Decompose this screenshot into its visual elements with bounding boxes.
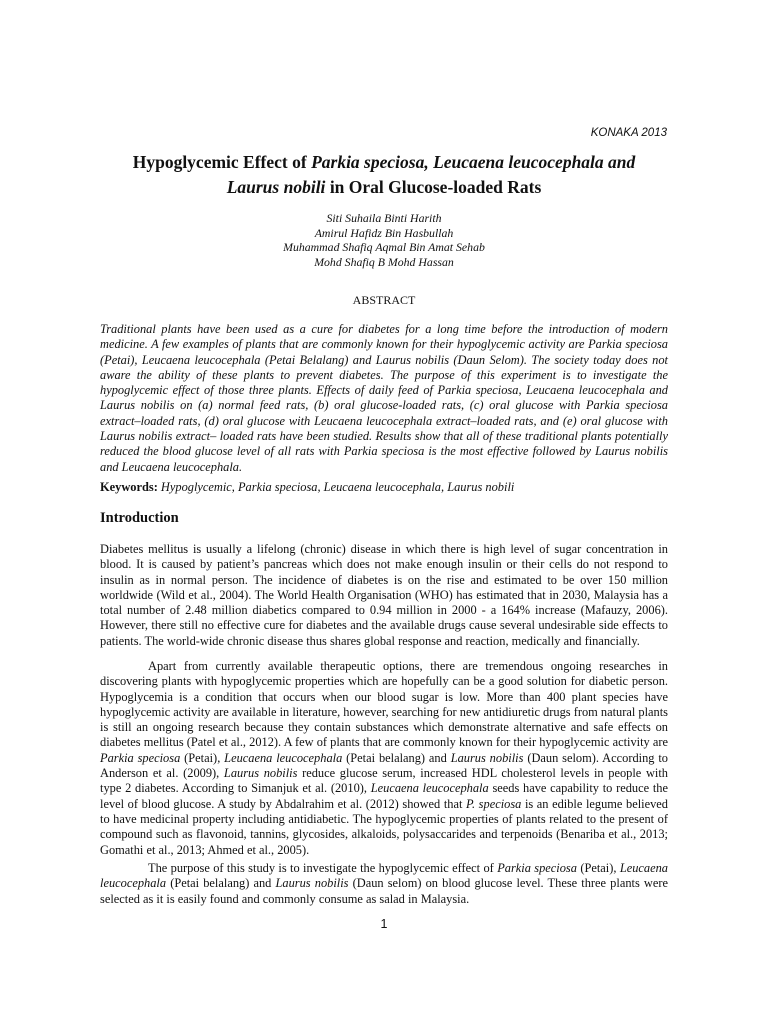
text-segment: (Petai belalang) and (166, 876, 276, 891)
abstract-text (100, 322, 668, 475)
author: Siti Suhaila Binti Harith (326, 211, 442, 225)
paragraph (100, 659, 668, 858)
italic-text-segment: P. speciosa (466, 796, 522, 811)
author-list (100, 211, 668, 270)
text-segment: reduce glucose serum, increased HDL cholesterol levels in people with type 2 diabetes. According to Simanjuk et al. (2010), (100, 766, 668, 796)
page-number: 1 (380, 917, 388, 931)
italic-text-segment: Parkia speciosa (497, 861, 577, 875)
keywords-label: Keywords: (100, 480, 158, 494)
italic-text-segment: Leucaena leucocephala (370, 781, 489, 796)
paragraph (100, 861, 668, 907)
italic-text-segment: Traditional plants have been used as a cure for diabetes for a long time before the introduction of modern medicine. A few examples of plants that are commonly known for their hypoglycemic activity are Parkia speciosa (Petai), Leucaena leucocephala (Petai Belalang) and Laurus nobilis (Daun Selom). The society today does not aware the ability of these plants to prevent diabetes. The purpose of this experiment is to investigate the hypoglycemic effect of those three plants. Effects of daily feed of Parkia speciosa, Leucaena leucocephala and Laurus nobilis on (a) normal feed rats, (b) oral glucose-loaded rats, (c) oral glucose with Parkia speciosa extract–loaded rats, (d) oral glucose with Leucaena leucocephala extract–loaded rats, and (e) oral glucose with Laurus nobilis extract– loaded rats have been studied. Results show that all of these traditional plants potentially reduced the blood glucose level of all rats with Parkia speciosa is the most effective followed by Laurus nobilis and Leucaena leucocephala. (100, 322, 668, 474)
italic-text-segment: Parkia speciosa, Leucaena leucocephala and (311, 152, 636, 172)
text-segment: The purpose of this study is to investigate the hypoglycemic effect of (148, 861, 498, 875)
italic-text-segment: Laurus nobilis (275, 876, 349, 891)
text-segment: Hypoglycemic Effect of (132, 152, 312, 172)
keywords (100, 480, 668, 495)
text-segment: (Petai belalang) and (342, 750, 451, 765)
author: Mohd Shafiq B Mohd Hassan (314, 255, 454, 270)
text-segment: (Petai), (576, 861, 620, 875)
keywords-value: Hypoglycemic, Parkia speciosa, Leucaena leucocephala, Laurus nobili (157, 480, 515, 494)
text-segment: (Daun selom) on blood glucose level. These three plants were selected as it is easily found and commonly consume as salad in Malaysia. (100, 876, 668, 906)
text-segment: Diabetes mellitus is usually a lifelong (chronic) disease in which there is high level of sugar concentration in blood. It is caused by patient’s pancreas which does not make enough insulin or their cells do not respond to insulin as in normal person. The incidence of diabetes is on the rise and estimated to be over 150 million worldwide (Wild et al., 2004). The World Health Organisation (WHO) has estimated that in 2030, Malaysia has a total number of 2.48 million diabetics compared to 0.94 million in 2000 - a 164% increase (Mafauzy, 2006). However, there still no effective cure for diabetes and the available drugs cause several undesirable side effects to patients. The world-wide chronic disease thus shares global response and reaction, medically and financially. (100, 542, 668, 648)
author: Muhammad Shafiq Aqmal Bin Amat Sehab (283, 240, 485, 255)
text-segment: (Petai), (180, 750, 225, 765)
introduction-heading: Introduction (100, 510, 179, 526)
italic-text-segment: Leucaena leucocephala (224, 750, 343, 765)
abstract-heading: ABSTRACT (352, 293, 416, 307)
italic-text-segment: Laurus nobili (226, 177, 326, 197)
text-segment: is an edible legume believed to have medicinal property including antidiabetic. The hypoglycemic properties of plants related to the present of compound such as flavonoid, tannins, glycosides, alkaloids, polysaccarides and terpenoids (Benariba et al., 2013; Gomathi et al., 2013; Ahmed et al., 2005). (100, 796, 668, 857)
text-segment: (Daun selom). According to Anderson et al. (2009), (100, 750, 668, 781)
text-segment: Apart from currently available therapeutic options, there are tremendous ongoing researches in discovering plants with hypoglycemic properties which are hopefully can be a good solution for diabetic person. Hypoglycemia is a condition that occurs when our blood sugar is low. More than 400 plant species have hypoglycemic activity are available in literature, however, searching for new antidiuretic drugs from natural plants is still an ongoing research because they contain substances which demonstrate alternative and safe effects on diabetes mellitus (Patel et al., 2012). A few of plants that are commonly known for their hypoglycemic activity are (100, 659, 668, 750)
text-segment: seeds have capability to reduce the level of blood glucose. A study by Abdalrahim et al. (2012) showed that (100, 781, 669, 811)
title-line-2 (100, 175, 668, 200)
text-segment: in Oral Glucose-loaded Rats (325, 177, 542, 197)
italic-text-segment: Laurus nobilis (450, 750, 524, 765)
author: Amirul Hafidz Bin Hasbullah (314, 225, 454, 240)
paragraph (100, 542, 668, 649)
title-line-1 (100, 150, 668, 175)
italic-text-segment: Parkia speciosa (100, 750, 181, 765)
italic-text-segment: Leucaena leucocephala (100, 861, 668, 891)
paper-title (100, 150, 668, 200)
running-header: KONAKA 2013 (590, 127, 667, 139)
italic-text-segment: Laurus nobilis (223, 766, 298, 781)
